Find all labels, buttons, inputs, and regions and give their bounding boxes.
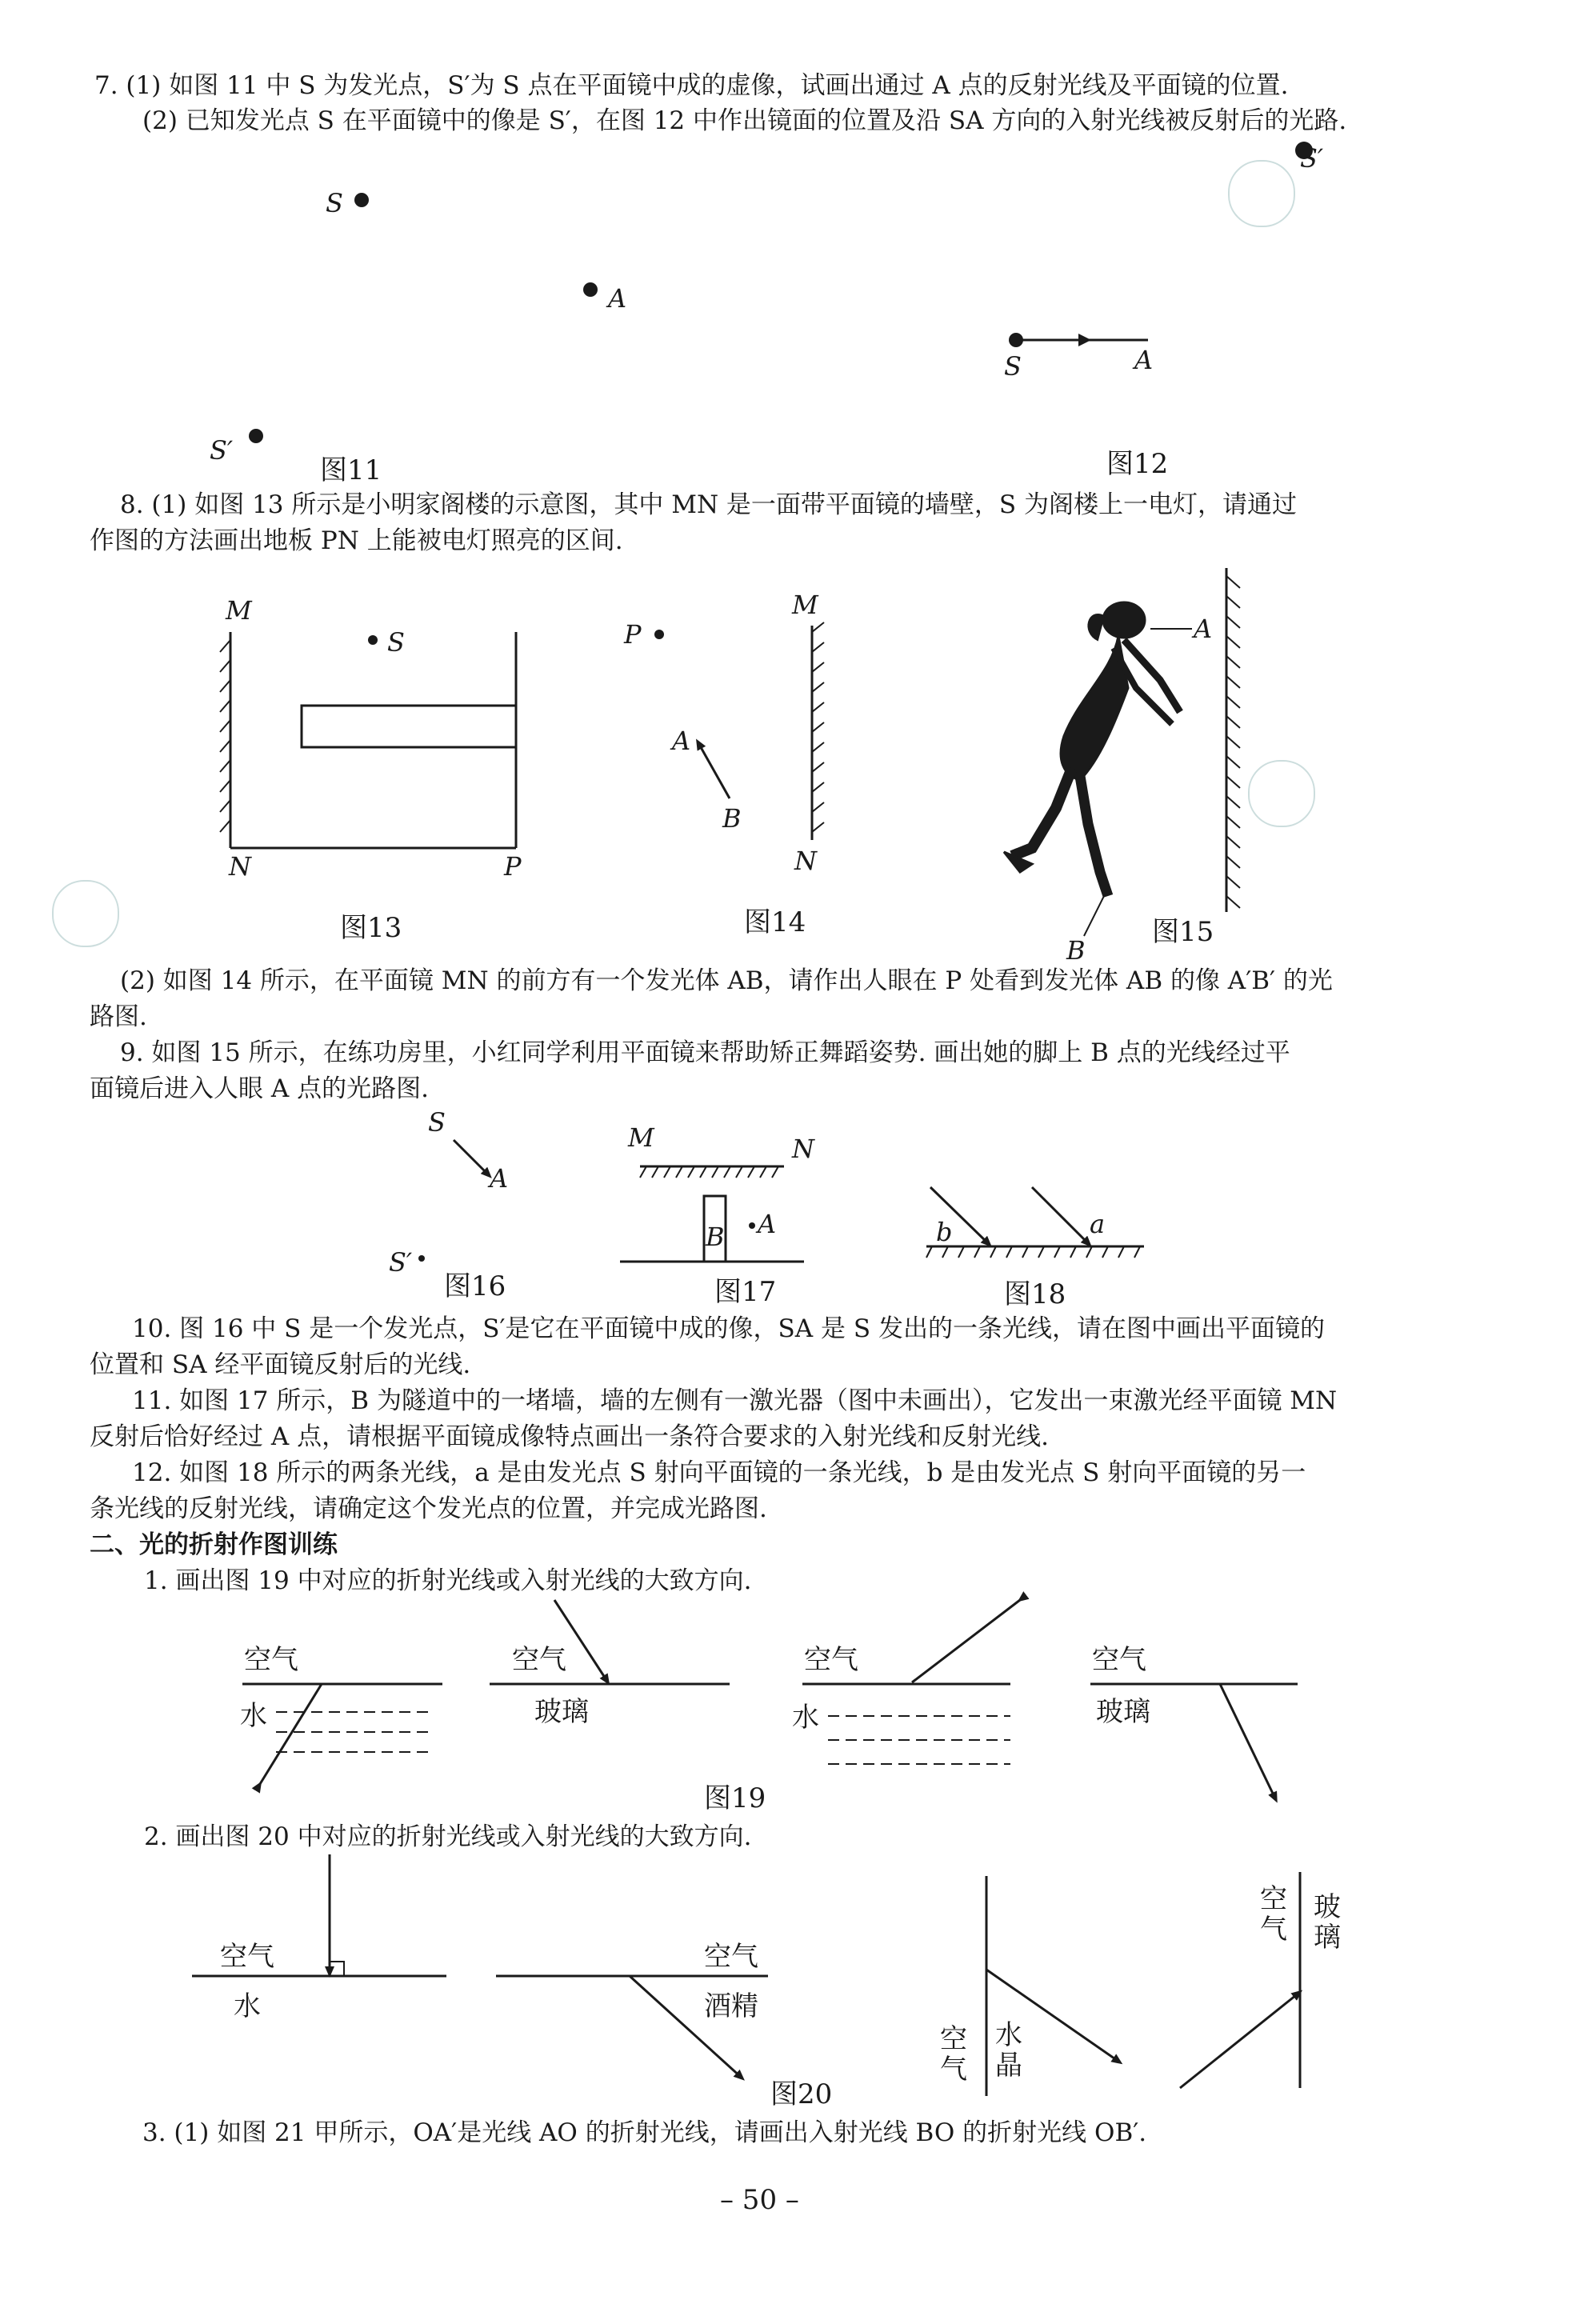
page-number: – 50 – bbox=[720, 2184, 799, 2216]
fig17-label-n: N bbox=[792, 1134, 814, 1164]
fig18-hatch bbox=[926, 1246, 1140, 1258]
fig17-point-a bbox=[749, 1222, 755, 1229]
fig14-label-b: B bbox=[722, 803, 742, 834]
fig14-label-a: A bbox=[672, 726, 691, 756]
fig16-label-a: A bbox=[490, 1163, 509, 1194]
fig19-p3-water-dashes bbox=[828, 1716, 1010, 1764]
fig20-p2-alcohol: 酒精 bbox=[704, 1990, 758, 2022]
fig20-p3-air: 空气 bbox=[940, 2023, 967, 2086]
fig19-p3-ray bbox=[912, 1600, 1020, 1682]
fig16-point-sp bbox=[418, 1255, 425, 1262]
fig11-point-a bbox=[583, 282, 598, 297]
fig12-label-a: A bbox=[1134, 345, 1154, 375]
fig14-label-n: N bbox=[794, 846, 817, 876]
fig15-caption: 图15 bbox=[1152, 916, 1214, 948]
fig14-object-ab bbox=[698, 742, 730, 798]
fig18-ray-a bbox=[1032, 1187, 1090, 1245]
fig11-point-s bbox=[354, 193, 369, 207]
fig15-dancer bbox=[1004, 602, 1180, 896]
fig13-point-s bbox=[368, 635, 378, 645]
fig19-p1-ray bbox=[260, 1684, 322, 1784]
fig19-p1-water-dashes bbox=[276, 1712, 428, 1752]
fig13-hatch bbox=[220, 640, 230, 832]
fig13-shelf bbox=[302, 706, 516, 747]
fig14-caption: 图14 bbox=[744, 906, 806, 938]
q11-line2: 反射后恰好经过 A 点，请根据平面镜成像特点画出一条符合要求的入射光线和反射光线. bbox=[90, 1422, 1049, 1451]
fig11-point-sp bbox=[249, 429, 263, 443]
fig20-p4-ray bbox=[1180, 1992, 1300, 2088]
q7-line1: 7. (1) 如图 11 中 S 为发光点，S′为 S 点在平面镜中成的虚像，试画出通过 A 点的反射光线及平面镜的位置. bbox=[94, 71, 1289, 100]
watermark-stamp-3 bbox=[1248, 760, 1315, 827]
q11-line1: 11. 如图 17 所示，B 为隧道中的一堵墙，墙的左侧有一激光器（图中未画出），它发出一束激光经平面镜 MN bbox=[132, 1386, 1338, 1415]
fig19-p3-water: 水 bbox=[792, 1702, 819, 1734]
fig17-label-a: A bbox=[758, 1209, 777, 1239]
fig18-caption: 图18 bbox=[1004, 1278, 1066, 1310]
q9-line2: 面镜后进入人眼 A 点的光路图. bbox=[90, 1074, 429, 1103]
fig13-label-m: M bbox=[226, 595, 252, 626]
watermark-stamp-1 bbox=[1228, 160, 1295, 227]
fig19-p2-air: 空气 bbox=[512, 1644, 566, 1676]
r3-text: 3. (1) 如图 21 甲所示，OA′是光线 AO 的折射光线，请画出入射光线 BO 的折射光线 OB′. bbox=[142, 2118, 1147, 2147]
fig14-label-p: P bbox=[624, 619, 642, 650]
fig18-label-a: a bbox=[1090, 1209, 1106, 1239]
fig14-label-m: M bbox=[792, 590, 818, 620]
fig19-p1-air: 空气 bbox=[244, 1644, 298, 1676]
fig19-p4-glass: 玻璃 bbox=[1096, 1696, 1150, 1728]
fig20-p4-glass: 玻璃 bbox=[1314, 1891, 1341, 1954]
fig19-p1-water: 水 bbox=[240, 1700, 267, 1732]
fig12-caption: 图12 bbox=[1106, 448, 1169, 480]
q12-line1: 12. 如图 18 所示的两条光线，a 是由发光点 S 射向平面镜的一条光线，b 是由发光点 S 射向平面镜的另一 bbox=[132, 1458, 1306, 1487]
fig16-label-sp: S′ bbox=[389, 1247, 413, 1278]
fig19-p2-glass: 玻璃 bbox=[534, 1696, 589, 1728]
fig16-label-s: S bbox=[428, 1107, 446, 1138]
fig20-p4-air: 空气 bbox=[1260, 1883, 1287, 1946]
fig16-ray-sa bbox=[454, 1140, 490, 1176]
fig15-pointer-b bbox=[1084, 896, 1104, 936]
q8-line4: 路图. bbox=[90, 1002, 147, 1031]
r1-text: 1. 画出图 19 中对应的折射光线或入射光线的大致方向. bbox=[144, 1566, 752, 1595]
fig18-label-b: b bbox=[936, 1217, 953, 1247]
q8-line3: (2) 如图 14 所示，在平面镜 MN 的前方有一个发光体 AB，请作出人眼在 P 处看到发光体 AB 的像 A′B′ 的光 bbox=[120, 966, 1333, 995]
fig13-label-n: N bbox=[229, 851, 251, 882]
fig19-p3-air: 空气 bbox=[804, 1644, 858, 1676]
fig20-p1-water: 水 bbox=[234, 1990, 261, 2022]
fig19-p4-air: 空气 bbox=[1092, 1644, 1146, 1676]
fig12-label-sp: S′ bbox=[1300, 143, 1324, 174]
fig14-point-p bbox=[654, 630, 664, 639]
fig15-hatch bbox=[1226, 576, 1240, 908]
fig19-p4-ray bbox=[1220, 1684, 1276, 1800]
fig11-caption: 图11 bbox=[320, 454, 382, 486]
r2-text: 2. 画出图 20 中对应的折射光线或入射光线的大致方向. bbox=[144, 1822, 752, 1851]
q12-line2: 条光线的反射光线，请确定这个发光点的位置，并完成光路图. bbox=[90, 1494, 767, 1523]
fig11-label-s: S bbox=[326, 188, 343, 218]
watermark-stamp-2 bbox=[52, 880, 119, 947]
fig13-label-p: P bbox=[504, 851, 522, 882]
fig16-caption: 图16 bbox=[444, 1270, 506, 1302]
fig20-caption: 图20 bbox=[770, 2078, 833, 2110]
fig13-label-s: S bbox=[387, 627, 405, 658]
q9-line1: 9. 如图 15 所示，在练功房里，小红同学利用平面镜来帮助矫正舞蹈姿势. 画出她的脚上 B 点的光线经过平 bbox=[120, 1038, 1290, 1067]
fig15-label-b: B bbox=[1066, 935, 1086, 966]
fig17-label-m: M bbox=[628, 1122, 654, 1153]
q8-line1: 8. (1) 如图 13 所示是小明家阁楼的示意图，其中 MN 是一面带平面镜的墙壁，S 为阁楼上一电灯，请通过 bbox=[120, 490, 1298, 519]
fig20-p3-crystal: 水晶 bbox=[995, 2019, 1022, 2082]
section-heading: 二、光的折射作图训练 bbox=[90, 1530, 338, 1559]
fig19-caption: 图19 bbox=[704, 1782, 766, 1814]
fig17-label-b: B bbox=[706, 1222, 725, 1252]
q10-line1: 10. 图 16 中 S 是一个发光点，S′是它在平面镜中成的像，SA 是 S 发出的一条光线，请在图中画出平面镜的 bbox=[132, 1314, 1325, 1343]
q7-line2: (2) 已知发光点 S 在平面镜中的像是 S′，在图 12 中作出镜面的位置及沿 SA 方向的入射光线被反射后的光路. bbox=[142, 106, 1347, 135]
q8-line2: 作图的方法画出地板 PN 上能被电灯照亮的区间. bbox=[90, 526, 623, 555]
fig20-p1-right-angle bbox=[330, 1962, 344, 1976]
fig14-hatch bbox=[812, 622, 824, 832]
q10-line2: 位置和 SA 经平面镜反射后的光线. bbox=[90, 1350, 471, 1379]
fig20-p2-air: 空气 bbox=[704, 1941, 758, 1973]
fig20-p1-air: 空气 bbox=[220, 1941, 274, 1973]
fig17-caption: 图17 bbox=[714, 1276, 777, 1308]
fig17-hatch bbox=[640, 1166, 778, 1178]
fig11-label-sp: S′ bbox=[210, 435, 234, 466]
fig11-label-a: A bbox=[608, 283, 627, 314]
fig15-label-a: A bbox=[1194, 614, 1213, 644]
fig13-caption: 图13 bbox=[340, 912, 402, 944]
fig12-label-s: S bbox=[1004, 351, 1022, 382]
